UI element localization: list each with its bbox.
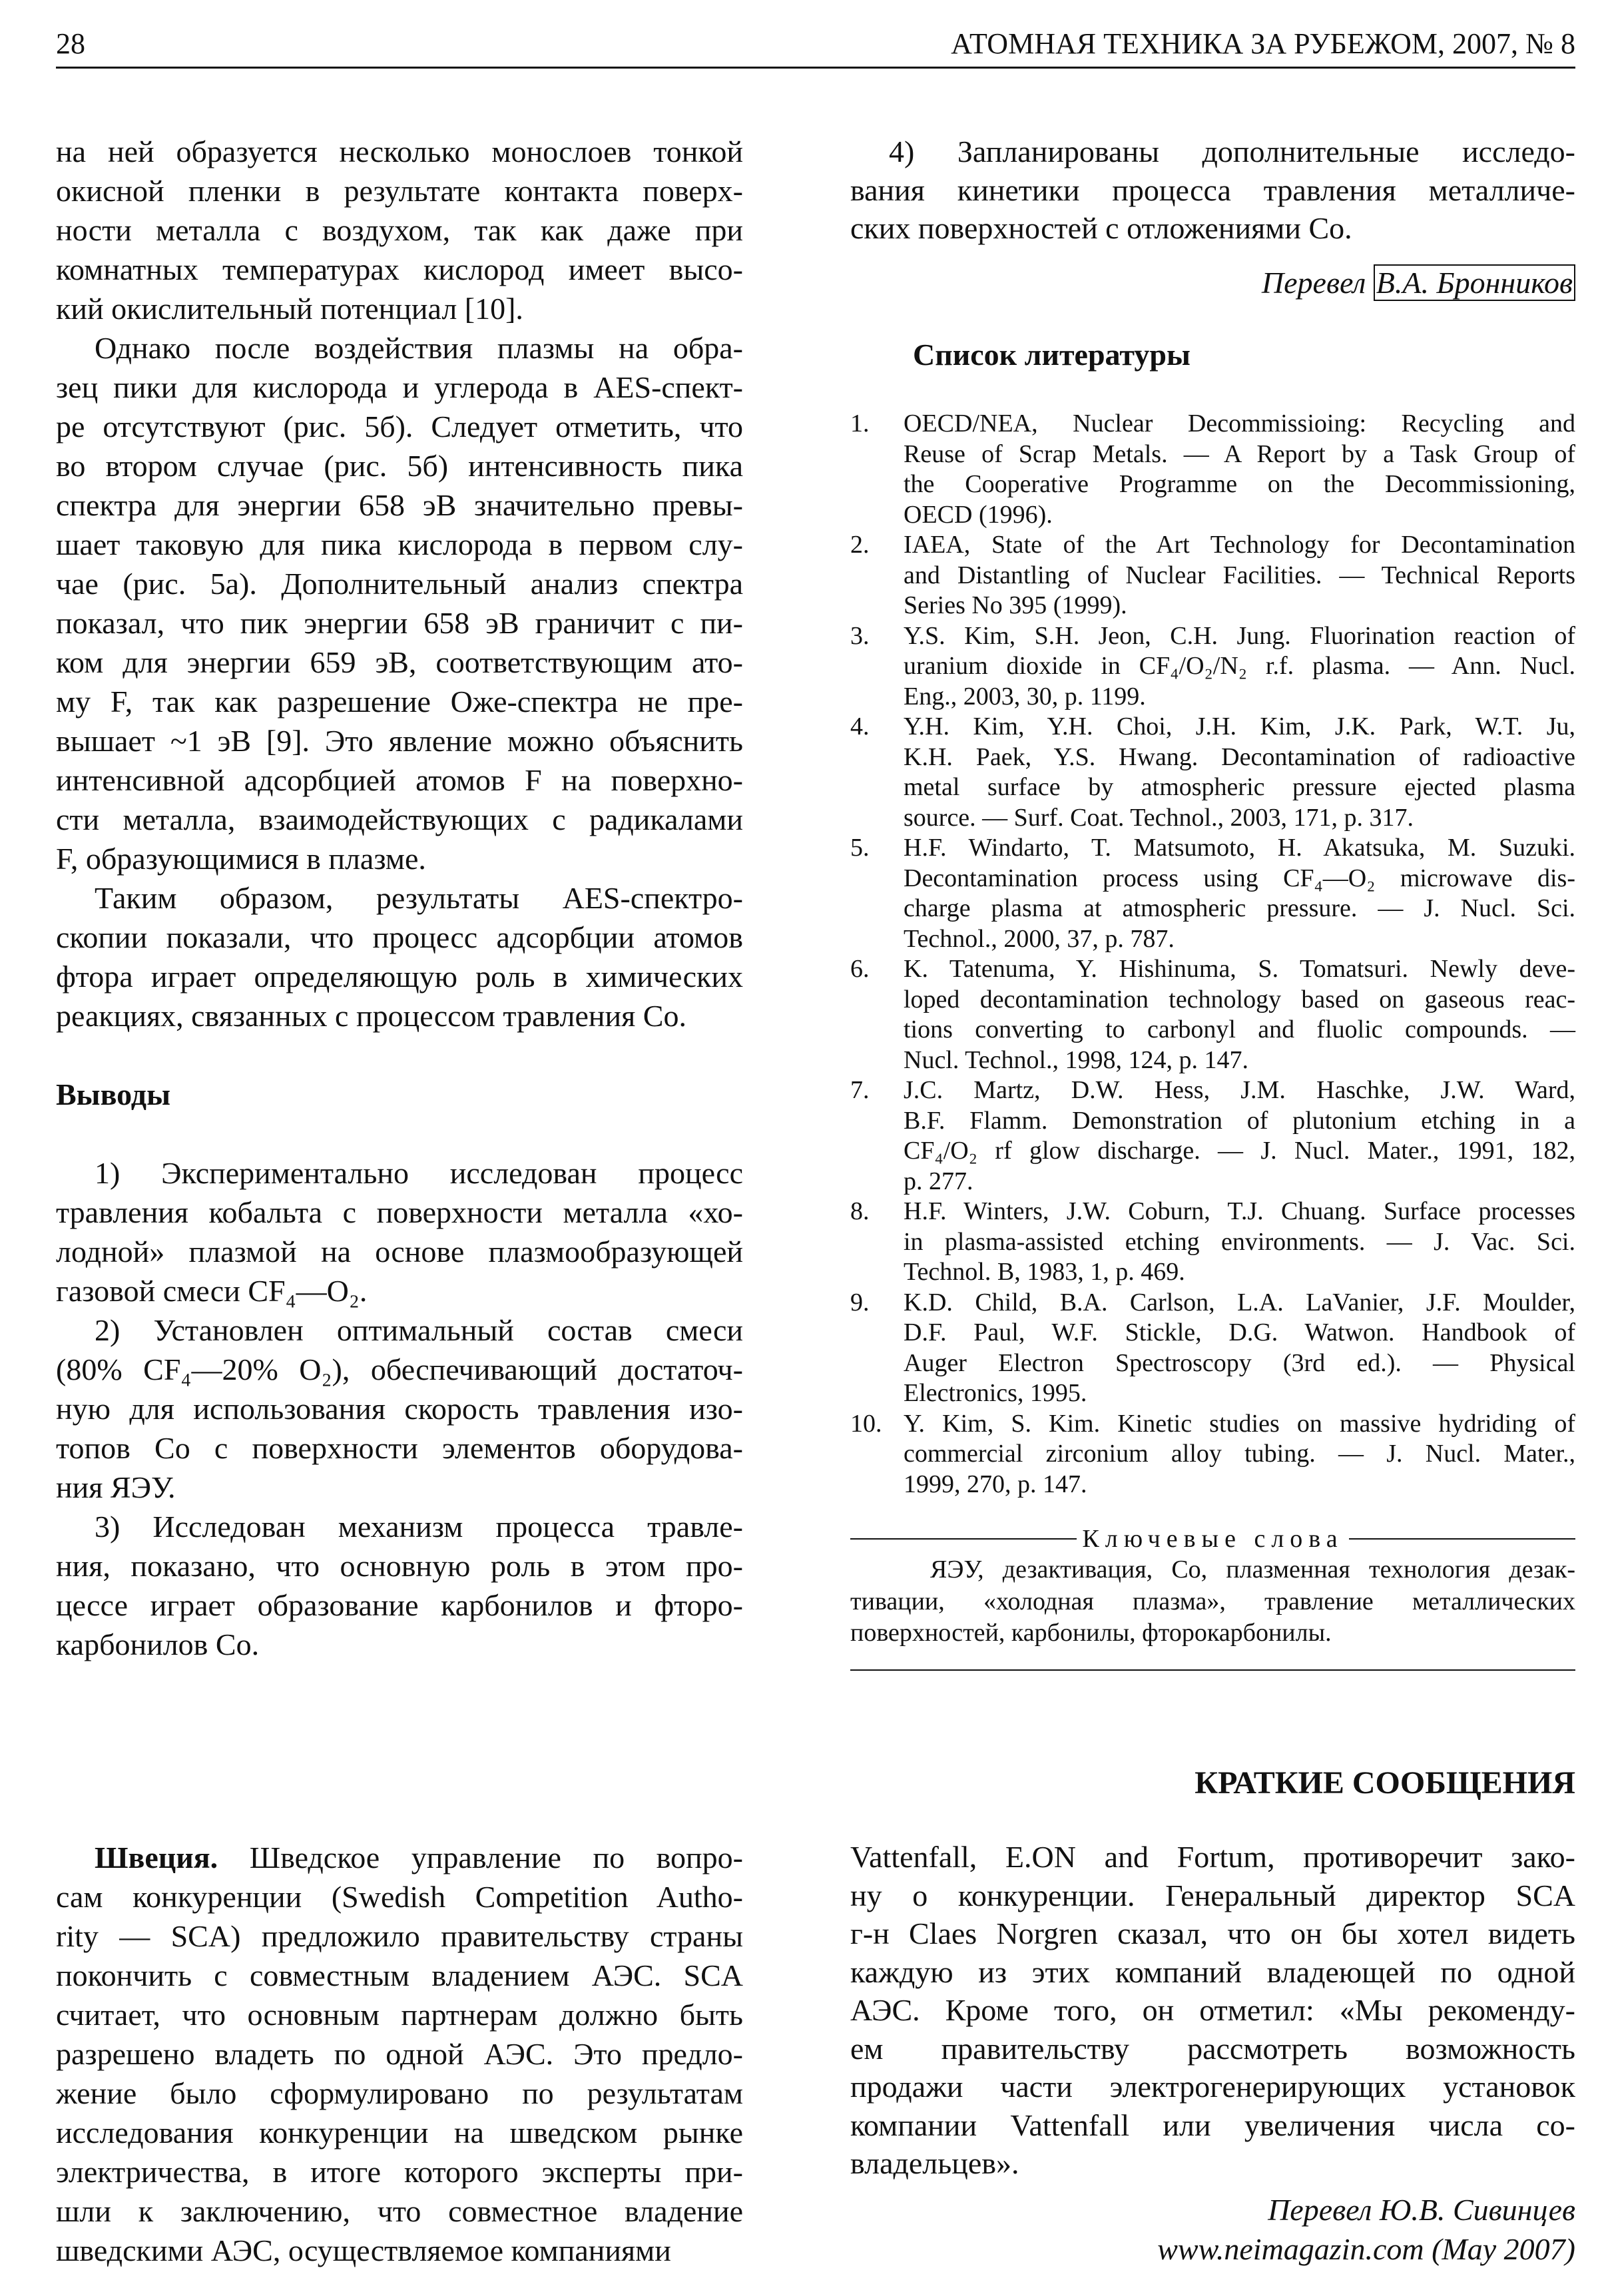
text-line: на ней образуется несколько монослоев тонкой: [56, 135, 743, 168]
paragraph: [56, 1838, 743, 2270]
text-line: [56, 1838, 743, 1877]
text-line: вания кинетики процесса травления металличе-: [850, 172, 1575, 207]
reference-item: [850, 530, 1575, 621]
text-line: ре отсутствуют (рис. 5б). Следует отметить, что: [56, 410, 743, 443]
text-line: ЯЭУ, дезактивация, Co, плазменная технология дезак-: [930, 1556, 1575, 1583]
text-line: реакциях, связанных с процессом травления Co.: [56, 999, 686, 1033]
section-title: КРАТКИЕ СООБЩЕНИЯ: [1195, 1765, 1575, 1801]
text-line: tions converting to carbonyl and fluolic compounds. —: [904, 1015, 1575, 1043]
text-line: каждую из этих компаний владеющей по одной: [850, 1954, 1575, 1989]
reference-number: 5.: [850, 834, 870, 862]
text-line: Y.S. Kim, S.H. Jeon, C.H. Jung. Fluorination reaction of: [904, 621, 1575, 650]
reference-item: [850, 409, 1575, 530]
text-line: ния ЯЭУ.: [56, 1470, 176, 1504]
text-line: АЭС. Кроме того, он отметил: «Мы рекоменду-: [850, 1993, 1575, 2027]
text-line: K. Tatenuma, Y. Hishinuma, S. Tomatsuri. Newly deve-: [904, 955, 1575, 983]
text-line: ком для энергии 659 эВ, соответствующим ато-: [56, 645, 743, 679]
divider: [1349, 1538, 1575, 1540]
paragraph: [56, 328, 743, 878]
text-line: считает, что основным партнерам должно быть: [56, 1998, 743, 2032]
text-line: Таким образом, результаты AES-спектро-: [95, 881, 743, 915]
reference-number: 6.: [850, 955, 870, 983]
text-line: разрешено владеть по одной АЭС. Это предло-: [56, 2037, 743, 2071]
journal-title: АТОМНАЯ ТЕХНИКА ЗА РУБЕЖОМ, 2007, № 8: [951, 27, 1575, 60]
text-line: ну о конкуренции. Генеральный директор SCA: [850, 1878, 1575, 1912]
conclusion-item: [56, 1153, 743, 1310]
text-line: and Distantling of Nuclear Facilities. — Technical Reports: [904, 561, 1575, 589]
text-line: charge plasma at atmospheric pressure. — J. Nucl. Sci.: [904, 894, 1575, 922]
text-line: фтора играет определяющую роль в химических: [56, 960, 743, 994]
keywords-bottom-rule: [850, 1669, 1575, 1671]
reference-number: 4.: [850, 713, 870, 740]
conclusion-item: [56, 1310, 743, 1507]
text-line: газовой смеси CF₄—O₂.: [56, 1274, 368, 1308]
reference-item: [850, 1409, 1575, 1500]
text-line: скопии показали, что процесс адсорбции атомов: [56, 920, 743, 954]
lead-country: Швеция.: [95, 1841, 218, 1874]
text-line: Electronics, 1995.: [904, 1379, 1087, 1407]
text-line: Nucl. Technol., 1998, 124, p. 147.: [904, 1045, 1249, 1074]
text-line: шли к заключению, что совместное владение: [56, 2194, 743, 2228]
translator-label: Перевел: [1261, 265, 1366, 300]
text-line: владельцев».: [850, 2146, 1019, 2180]
text-line: OECD (1996).: [904, 500, 1053, 529]
running-header: [56, 24, 1575, 64]
text-line: Однако после воздействия плазмы на обра-: [95, 331, 743, 365]
text-line: комнатных температурах кислород имеет высо-: [56, 252, 743, 286]
reference-number: 10.: [850, 1409, 882, 1438]
reference-item: [850, 833, 1575, 954]
translator-name: В.А. Бронников: [1374, 264, 1575, 301]
text-line: Vattenfall, E.ON and Fortum, противоречит зако-: [850, 1840, 1575, 1874]
text-line: ем правительству рассмотреть возможность: [850, 2031, 1575, 2066]
text-line: 2) Установлен оптимальный состав смеси: [95, 1313, 743, 1347]
text-line: the Cooperative Programme on the Decommissioning,: [904, 470, 1575, 498]
reference-item: [850, 954, 1575, 1075]
reference-number: 8.: [850, 1197, 870, 1225]
reference-item: [850, 621, 1575, 713]
reference-item: [850, 1288, 1575, 1409]
brief-left-column: [56, 1838, 743, 2270]
translator-credit: Перевел Ю.В. Сивинцев: [1268, 2192, 1575, 2227]
text-line: Technol., 2000, 37, p. 787.: [904, 924, 1175, 953]
text-line: H.F. Winters, J.W. Coburn, T.J. Chuang. Surface processes: [904, 1197, 1575, 1225]
reference-number: 1.: [850, 410, 870, 437]
keywords-text: [850, 1554, 1575, 1649]
reference-item: [850, 1075, 1575, 1197]
text-line: 1) Экспериментально исследован процесс: [95, 1156, 743, 1190]
text-line: Eng., 2003, 30, p. 1199.: [904, 682, 1146, 711]
text-line: Technol. B, 1983, 1, p. 469.: [904, 1258, 1185, 1286]
text-line: травления кобальта с поверхности металла «хо-: [56, 1195, 743, 1229]
text-line: интенсивной адсорбцией атомов F на поверхно-: [56, 763, 743, 797]
text-line: покончить с совместным владением АЭС. SCA: [56, 1958, 743, 1992]
text-line: исследования конкуренции на шведском рынке: [56, 2116, 743, 2150]
keywords-heading: Ключевые слова: [1082, 1525, 1344, 1553]
keywords-header: [850, 1524, 1575, 1554]
text-line: J.C. Martz, D.W. Hess, J.M. Haschke, J.W. Ward,: [904, 1076, 1575, 1104]
text-line: продажи части электрогенерирующих установок: [850, 2070, 1575, 2104]
text-line: шведскими АЭС, осуществляемое компаниями: [56, 2233, 671, 2267]
text-line: Auger Electron Spectroscopy (3rd ed.). — Physical: [904, 1348, 1575, 1377]
text-line: metal surface by atmospheric pressure ejected plasma: [904, 773, 1575, 801]
reference-number: 2.: [850, 531, 870, 559]
paragraph: [850, 1838, 1575, 2183]
text-line: компании Vattenfall или увеличения числа со-: [850, 2108, 1575, 2142]
text-line: ния, показано, что основную роль в этом про-: [56, 1549, 743, 1583]
text-line: 3) Исследован механизм процесса травле-: [95, 1510, 743, 1544]
text-line: Y.H. Kim, Y.H. Choi, J.H. Kim, J.K. Park, W.T. Ju,: [904, 713, 1575, 740]
translator-credit: [850, 264, 1575, 302]
references-heading: Список литературы: [913, 338, 1191, 372]
text-line: ности металла с воздухом, так как даже при: [56, 213, 743, 247]
source-link: www.neimagazin.com (May 2007): [1157, 2232, 1575, 2266]
text-line: Reuse of Scrap Metals. — A Report by a Task Group of: [904, 439, 1575, 468]
text-line: IAEA, State of the Art Technology for Decontamination: [904, 531, 1575, 559]
text-line: кий окислительный потенциал [10].: [56, 292, 523, 326]
text-line: 1999, 270, p. 147.: [904, 1470, 1087, 1498]
text-line: OECD/NEA, Nuclear Decommissioing: Recycling and: [904, 410, 1575, 437]
text-line: source. — Surf. Coat. Technol., 2003, 171, p. 317.: [904, 803, 1414, 832]
text-line: H.F. Windarto, T. Matsumoto, H. Akatsuka, M. Suzuki.: [904, 834, 1575, 862]
text-line: электричества, в итоге которого эксперты при-: [56, 2155, 743, 2189]
article-left-column: [56, 132, 743, 1664]
reference-number: 7.: [850, 1076, 870, 1104]
text-line: шает таковую для пика кислорода в первом слу-: [56, 527, 743, 561]
text-line: жение было сформулировано по результатам: [56, 2076, 743, 2110]
text-line: K.H. Paek, Y.S. Hwang. Decontamination of radioactive: [904, 742, 1575, 771]
text-line: loped decontamination technology based on gaseous reac-: [904, 985, 1575, 1013]
reference-number: 3.: [850, 621, 870, 650]
text-line: F, образующимися в плазме.: [56, 842, 426, 876]
text-line: му F, так как разрешение Оже-спектра не пре-: [56, 685, 743, 718]
text-line: поверхностей, карбонилы, фторокарбонилы.: [850, 1619, 1332, 1647]
text-line: commercial zirconium alloy tubing. — J. Nucl. Mater.,: [904, 1440, 1575, 1468]
text-line: Series No 395 (1999).: [904, 591, 1127, 619]
text-line: rity — SCA) предложило правительству страны: [56, 1919, 743, 1953]
text-line: (80% CF₄—20% O₂), обеспечивающий достаточ-: [56, 1352, 743, 1386]
conclusion-item: [56, 1507, 743, 1664]
text-line: in plasma-assisted etching environments. — J. Vac. Sci.: [904, 1227, 1575, 1256]
text-fragment: Шведское управление по вопро-: [218, 1841, 743, 1874]
text-line: окисной пленки в результате контакта поверх-: [56, 174, 743, 208]
reference-item: [850, 712, 1575, 833]
text-line: сам конкуренции (Swedish Competition Autho-: [56, 1880, 743, 1914]
text-line: p. 277.: [904, 1167, 973, 1195]
text-line: тивации, «холодная плазма», травление металлических: [850, 1587, 1575, 1615]
text-line: г-н Claes Norgren сказал, что он бы хотел видеть: [850, 1916, 1575, 1950]
conclusions-heading: Выводы: [56, 1077, 170, 1111]
text-line: карбонилов Co.: [56, 1627, 260, 1661]
text-line: ских поверхностей с отложениями Co.: [850, 211, 1352, 245]
brief-right-column: [850, 1838, 1575, 2269]
text-line: показал, что пик энергии 658 эВ граничит с пи-: [56, 606, 743, 640]
text-line: сти металла, взаимодействующих с радикалами: [56, 802, 743, 836]
text-line: спектра для энергии 658 эВ значительно превы-: [56, 488, 743, 522]
text-line: uranium dioxide in CF₄/O₂/N₂ r.f. plasma. — Ann. Nucl.: [904, 652, 1575, 680]
text-line: зец пики для кислорода и углерода в AES-спект-: [56, 370, 743, 404]
text-line: Decontamination process using CF₄—O₂ microwave dis-: [904, 864, 1575, 892]
divider: [850, 1538, 1077, 1540]
header-rule: [56, 67, 1575, 69]
text-line: ную для использования скорость травления изо-: [56, 1392, 743, 1426]
text-line: во втором случае (рис. 5б) интенсивность пика: [56, 449, 743, 483]
text-line: лодной» плазмой на основе плазмообразующей: [56, 1235, 743, 1269]
text-line: топов Co с поверхности элементов оборудова-: [56, 1431, 743, 1465]
text-line: Y. Kim, S. Kim. Kinetic studies on massive hydriding of: [904, 1409, 1575, 1438]
article-right-column: [850, 133, 1575, 1649]
text-line: 4) Запланированы дополнительные исследо-: [889, 135, 1575, 168]
conclusion-item: [850, 133, 1575, 248]
reference-list: [850, 409, 1575, 1500]
text-line: B.F. Flamm. Demonstration of plutonium etching in a: [904, 1106, 1575, 1135]
page-number: 28: [56, 27, 85, 60]
text-line: цессе играет образование карбонилов и фторо-: [56, 1588, 743, 1622]
reference-number: 9.: [850, 1288, 870, 1316]
text-line: вышает ~1 эВ [9]. Это явление можно объяснить: [56, 724, 743, 758]
text-line: D.F. Paul, W.F. Stickle, D.G. Watwon. Handbook of: [904, 1318, 1575, 1346]
text-line: CF₄/O₂ rf glow discharge. — J. Nucl. Mater., 1991, 182,: [904, 1137, 1575, 1165]
text-line: чае (рис. 5а). Дополнительный анализ спектра: [56, 567, 743, 601]
paragraph: [56, 132, 743, 328]
text-line: K.D. Child, B.A. Carlson, L.A. LaVanier, J.F. Moulder,: [904, 1288, 1575, 1316]
paragraph: [56, 878, 743, 1035]
reference-item: [850, 1197, 1575, 1288]
